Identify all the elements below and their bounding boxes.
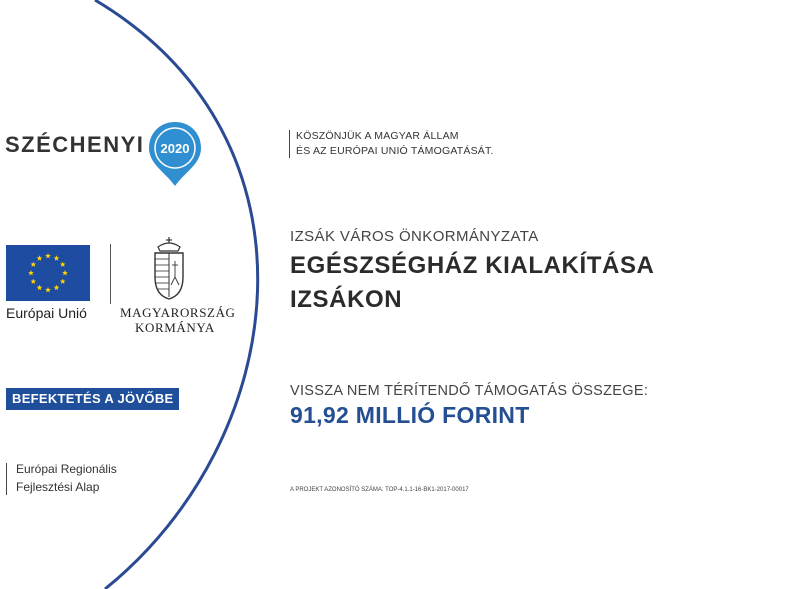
szechenyi-text: SZÉCHENYI: [5, 132, 145, 157]
thanks-line1: KÖSZÖNJÜK A MAGYAR ÁLLAM: [296, 130, 459, 142]
government-label-line1: MAGYARORSZÁG: [120, 305, 236, 320]
project-title-line2: IZSÁKON: [290, 286, 403, 313]
thanks-divider: [289, 130, 290, 158]
support-amount-label: VISSZA NEM TÉRÍTENDŐ TÁMOGATÁS ÖSSZEGE:: [290, 383, 649, 399]
szechenyi-2020-logo: [5, 118, 205, 188]
fund-label-line2: Fejlesztési Alap: [16, 480, 100, 494]
eu-flag-icon: [6, 245, 90, 301]
eu-label: Európai Unió: [6, 305, 87, 321]
hungarian-coat-of-arms-icon: [150, 237, 188, 301]
project-title-line1: EGÉSZSÉGHÁZ KIALAKÍTÁSA: [290, 252, 655, 279]
government-label-line2: KORMÁNYA: [135, 320, 215, 335]
map-pin-icon: [147, 120, 203, 188]
logo-divider: [110, 244, 111, 304]
invest-in-future-badge: BEFEKTETÉS A JÖVŐBE: [6, 388, 179, 410]
support-amount-value: 91,92 MILLIÓ FORINT: [290, 402, 530, 428]
thanks-line2: ÉS AZ EURÓPAI UNIÓ TÁMOGATÁSÁT.: [296, 145, 494, 157]
fund-label-line1: Európai Regionális: [16, 462, 117, 476]
project-id: A PROJEKT AZONOSÍTÓ SZÁMA: TOP-4.1.1-16-BK1-2017-00017: [290, 487, 469, 493]
beneficiary-name: IZSÁK VÁROS ÖNKORMÁNYZATA: [290, 228, 539, 245]
szechenyi-year: 2020: [160, 141, 190, 156]
fund-divider: [6, 463, 7, 495]
